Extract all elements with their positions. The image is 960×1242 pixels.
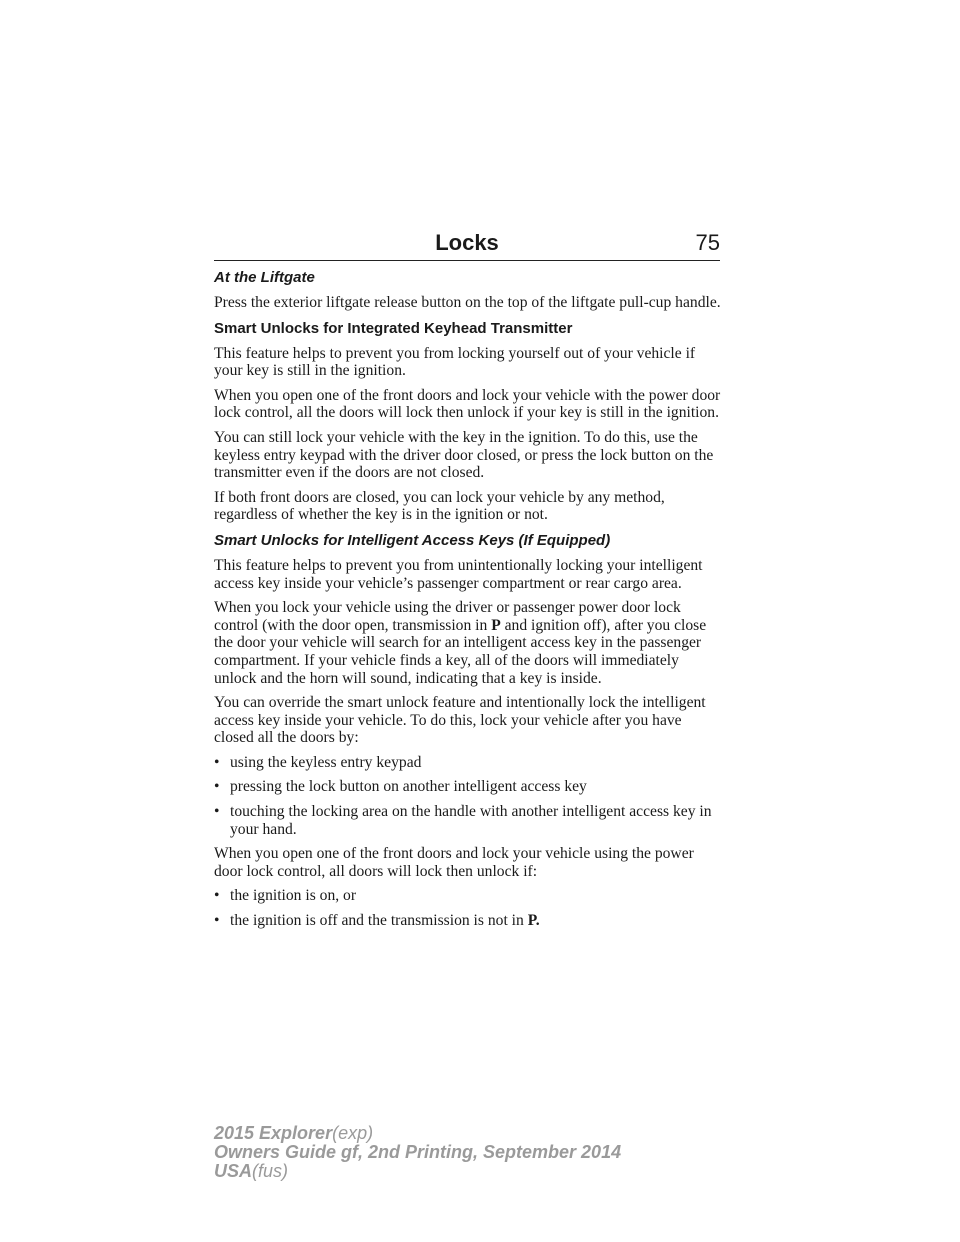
iak-p2-text-after: and ignition off), after you close the door your vehicle will search for an intelligent access key in the passenger compartment. If your vehicle finds a key, all of the doors will immediately unlock and the horn will sound, indicating that a key is inside.: [214, 616, 707, 687]
unlock-conditions-list: [214, 887, 724, 929]
iak-paragraph-4: When you open one of the front doors and lock your vehicle using the power door lock control, all doors will lock then unlock if:: [214, 845, 694, 880]
list-item-text: the ignition is off and the transmission is not in: [230, 912, 528, 930]
smart-keyhead-heading: Smart Unlocks for Integrated Keyhead Transmitter: [214, 319, 573, 337]
iak-paragraph-1: This feature helps to prevent you from unintentionally locking your intelligent access key inside your vehicle’s passenger compartment or rear cargo area.: [214, 556, 703, 592]
page-number: 75: [695, 230, 720, 255]
park-gear-label: P: [491, 616, 501, 634]
footer-market-code: (fus): [252, 1161, 289, 1181]
list-item: [214, 778, 724, 796]
list-item-text: touching the locking area on the handle with another intelligent access key in your hand.: [230, 803, 712, 838]
smart-iak-heading: Smart Unlocks for Intelligent Access Keys (If Equipped): [214, 531, 611, 549]
keyhead-paragraph-4: If both front doors are closed, you can lock your vehicle by any method, regardless of whether the key is in the ignition or not.: [214, 488, 665, 524]
bullet-icon: •: [214, 912, 220, 930]
liftgate-heading: At the Liftgate: [214, 269, 315, 286]
list-item-text: pressing the lock button on another intelligent access key: [230, 778, 587, 796]
footer-model: 2015 Explorer: [214, 1123, 333, 1143]
bullet-icon: •: [214, 887, 220, 905]
footer-line-3: [214, 1162, 621, 1181]
footer-line-2: Owners Guide gf, 2nd Printing, September 2014: [214, 1142, 622, 1162]
section-title: Locks: [435, 230, 499, 255]
footer-line-1: [214, 1124, 621, 1143]
park-gear-label: P.: [527, 912, 540, 930]
list-item: [214, 754, 724, 772]
list-item-text: the ignition is on, or: [230, 887, 357, 905]
list-item: [214, 912, 724, 930]
footer-model-code: (exp): [332, 1123, 374, 1143]
iak-paragraph-2: [214, 599, 724, 687]
footer-market: USA: [214, 1161, 253, 1181]
iak-p2-text-before: When you lock your vehicle using the driver or passenger power door lock control (with the door open, transmission in: [214, 599, 681, 634]
liftgate-paragraph: Press the exterior liftgate release button on the top of the liftgate pull-cup handle.: [214, 294, 721, 311]
iak-paragraph-3: You can override the smart unlock feature and intentionally lock the intelligent access key inside your vehicle. To do this, lock your vehicle after you have closed all the doors by:: [214, 694, 706, 747]
keyhead-paragraph-2: When you open one of the front doors and lock your vehicle with the power door lock control, all the doors will lock then unlock if your key is still in the ignition.: [214, 386, 721, 422]
page-body: [214, 268, 724, 937]
bullet-icon: •: [214, 753, 220, 771]
keyhead-paragraph-3: You can still lock your vehicle with the key in the ignition. To do this, use the keyless entry keypad with the driver door closed, or press the lock button on the transmitter even if the doors are not closed.: [214, 428, 714, 482]
bullet-icon: •: [214, 803, 220, 821]
document-footer: [214, 1124, 621, 1181]
keyhead-paragraph-1: This feature helps to prevent you from locking yourself out of your vehicle if your key is still in the ignition.: [214, 344, 696, 380]
list-item-text: using the keyless entry keypad: [230, 753, 422, 771]
list-item: [214, 803, 724, 838]
override-list: [214, 754, 724, 838]
list-item: [214, 887, 724, 905]
bullet-icon: •: [214, 778, 220, 796]
page-header: [214, 228, 720, 261]
